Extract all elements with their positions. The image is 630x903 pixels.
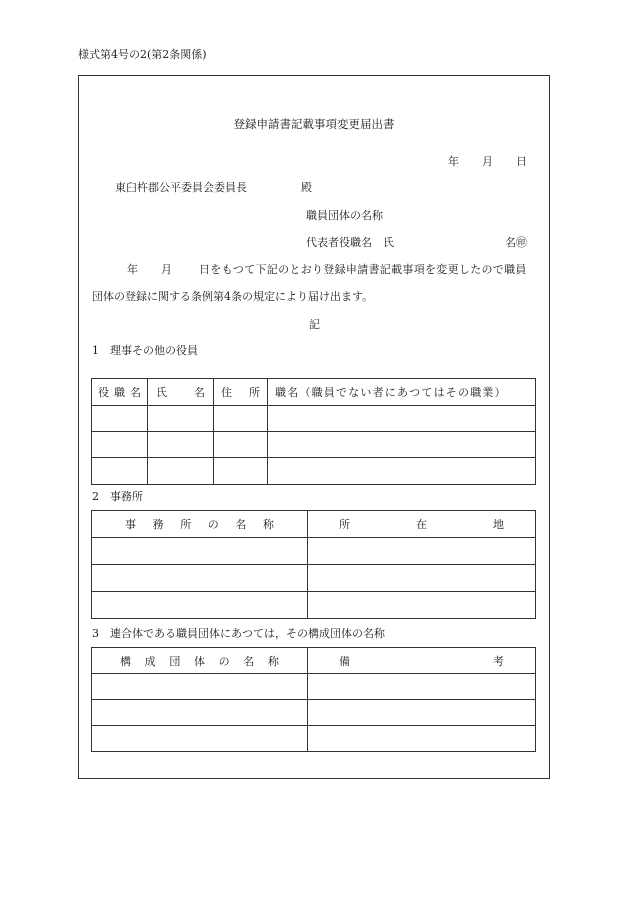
representative-label: 代表者役職名 氏 bbox=[306, 236, 394, 249]
table-row bbox=[92, 458, 536, 485]
table-row bbox=[92, 565, 536, 592]
header-location: 所 在 地 bbox=[308, 511, 536, 538]
header-remarks: 備 考 bbox=[308, 648, 536, 674]
document-title: 登録申請書記載事項変更届出書 bbox=[233, 117, 395, 131]
honorific: 殿 bbox=[301, 181, 312, 194]
date-year: 年 bbox=[448, 155, 459, 168]
header-address: 住 所 bbox=[214, 379, 268, 406]
body-line-1: 日をもつて下記のとおり登録申請書記載事項を変更したので職員 bbox=[199, 263, 527, 276]
section-1-heading: 1 理事その他の役員 bbox=[92, 344, 198, 357]
seal-label: 名㊞ bbox=[505, 236, 527, 249]
section-3-heading: 3 連合体である職員団体にあつては，その構成団体の名称 bbox=[92, 627, 385, 640]
table-row bbox=[92, 432, 536, 458]
body-year: 年 bbox=[127, 263, 138, 276]
date-month: 月 bbox=[482, 155, 493, 168]
officers-table bbox=[91, 378, 536, 485]
form-number: 様式第4号の2(第2条関係) bbox=[78, 48, 207, 61]
table-row bbox=[92, 592, 536, 619]
body-line-2: 団体の登録に関する条例第4条の規定により届け出ます。 bbox=[92, 290, 374, 303]
table-row bbox=[92, 700, 536, 726]
header-role: 役 職 名 bbox=[92, 379, 148, 406]
table-row bbox=[92, 726, 536, 752]
header-name: 氏 名 bbox=[148, 379, 214, 406]
date-day: 日 bbox=[516, 155, 527, 168]
table-row bbox=[92, 538, 536, 565]
office-table bbox=[91, 510, 536, 619]
member-org-table bbox=[91, 647, 536, 752]
body-month: 月 bbox=[161, 263, 172, 276]
ki-mark: 記 bbox=[309, 318, 320, 331]
addressee: 東臼杵郡公平委員会委員長 bbox=[115, 181, 247, 194]
header-member-org-name: 構 成 団 体 の 名 称 bbox=[92, 648, 308, 674]
table-row bbox=[92, 674, 536, 700]
table-row bbox=[92, 406, 536, 432]
header-occupation: 職名（職員でない者にあつてはその職業） bbox=[268, 379, 536, 406]
office-header-row bbox=[92, 511, 536, 538]
section-2-heading: 2 事務所 bbox=[92, 490, 143, 503]
header-office-name: 事 務 所 の 名 称 bbox=[92, 511, 308, 538]
officers-header-row bbox=[92, 379, 536, 406]
member-header-row bbox=[92, 648, 536, 674]
org-name-label: 職員団体の名称 bbox=[306, 209, 383, 222]
